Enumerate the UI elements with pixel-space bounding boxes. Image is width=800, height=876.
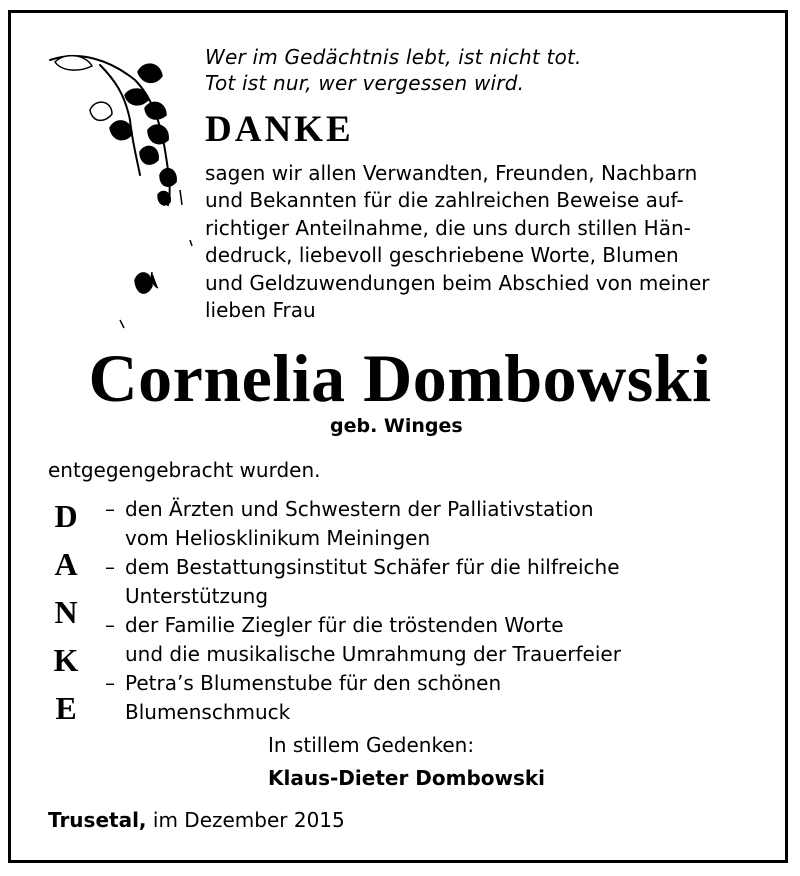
acrostic-letter: E <box>55 690 77 726</box>
acrostic-letter: K <box>53 642 79 678</box>
list-item <box>105 495 745 553</box>
deceased-name: Cornelia Dombowski <box>88 340 712 416</box>
list-item <box>105 669 745 727</box>
list-item <box>105 553 745 611</box>
thanks-list <box>105 495 745 727</box>
place-date <box>48 808 345 832</box>
intro-text: sagen wir allen Verwandten, Freunden, Nachbarn und Bekannten für die zahlreichen Beweise auf- richtiger Anteilnahme, die uns durch stillen Hän- dedruck, liebevoll geschriebene Worte, Blumen und Geldzuwendungen beim Abschied von meiner lieben Frau <box>205 161 710 323</box>
acrostic-letter: D <box>54 498 78 534</box>
item-line-1: Petra’s Blumenstube für den schönen <box>125 671 502 695</box>
motto-line-2: Tot ist nur, wer vergessen wird. <box>205 71 525 95</box>
item-line-1: den Ärzten und Schwestern der Palliativstation <box>125 497 594 521</box>
danke-heading: DANKE <box>205 109 354 150</box>
place: Trusetal, <box>48 808 147 832</box>
birth-name: geb. Winges <box>330 415 463 437</box>
continuation-text: entgegengebracht wurden. <box>48 458 321 482</box>
item-line-2: Unterstützung <box>125 584 269 608</box>
dash: – <box>105 671 115 695</box>
acrostic-letter: N <box>54 594 78 630</box>
closing-text: In stillem Gedenken: <box>268 733 475 757</box>
leaf-branch-icon <box>40 40 205 340</box>
dash: – <box>105 613 115 637</box>
dash: – <box>105 497 115 521</box>
date: im Dezember 2015 <box>152 808 345 832</box>
item-line-1: dem Bestattungsinstitut Schäfer für die hilfreiche <box>125 555 620 579</box>
signer-name: Klaus-Dieter Dombowski <box>268 766 546 790</box>
list-item <box>105 611 745 669</box>
item-line-2: vom Heliosklinikum Meiningen <box>125 526 431 550</box>
dash: – <box>105 555 115 579</box>
item-line-2: und die musikalische Umrahmung der Trauerfeier <box>125 642 621 666</box>
item-line-1: der Familie Ziegler für die tröstenden Worte <box>125 613 564 637</box>
motto-line-1: Wer im Gedächtnis lebt, ist nicht tot. <box>205 45 582 69</box>
motto <box>205 44 582 96</box>
item-line-2: Blumenschmuck <box>125 700 291 724</box>
acrostic-letter: A <box>54 546 78 582</box>
acrostic-danke <box>50 498 82 738</box>
